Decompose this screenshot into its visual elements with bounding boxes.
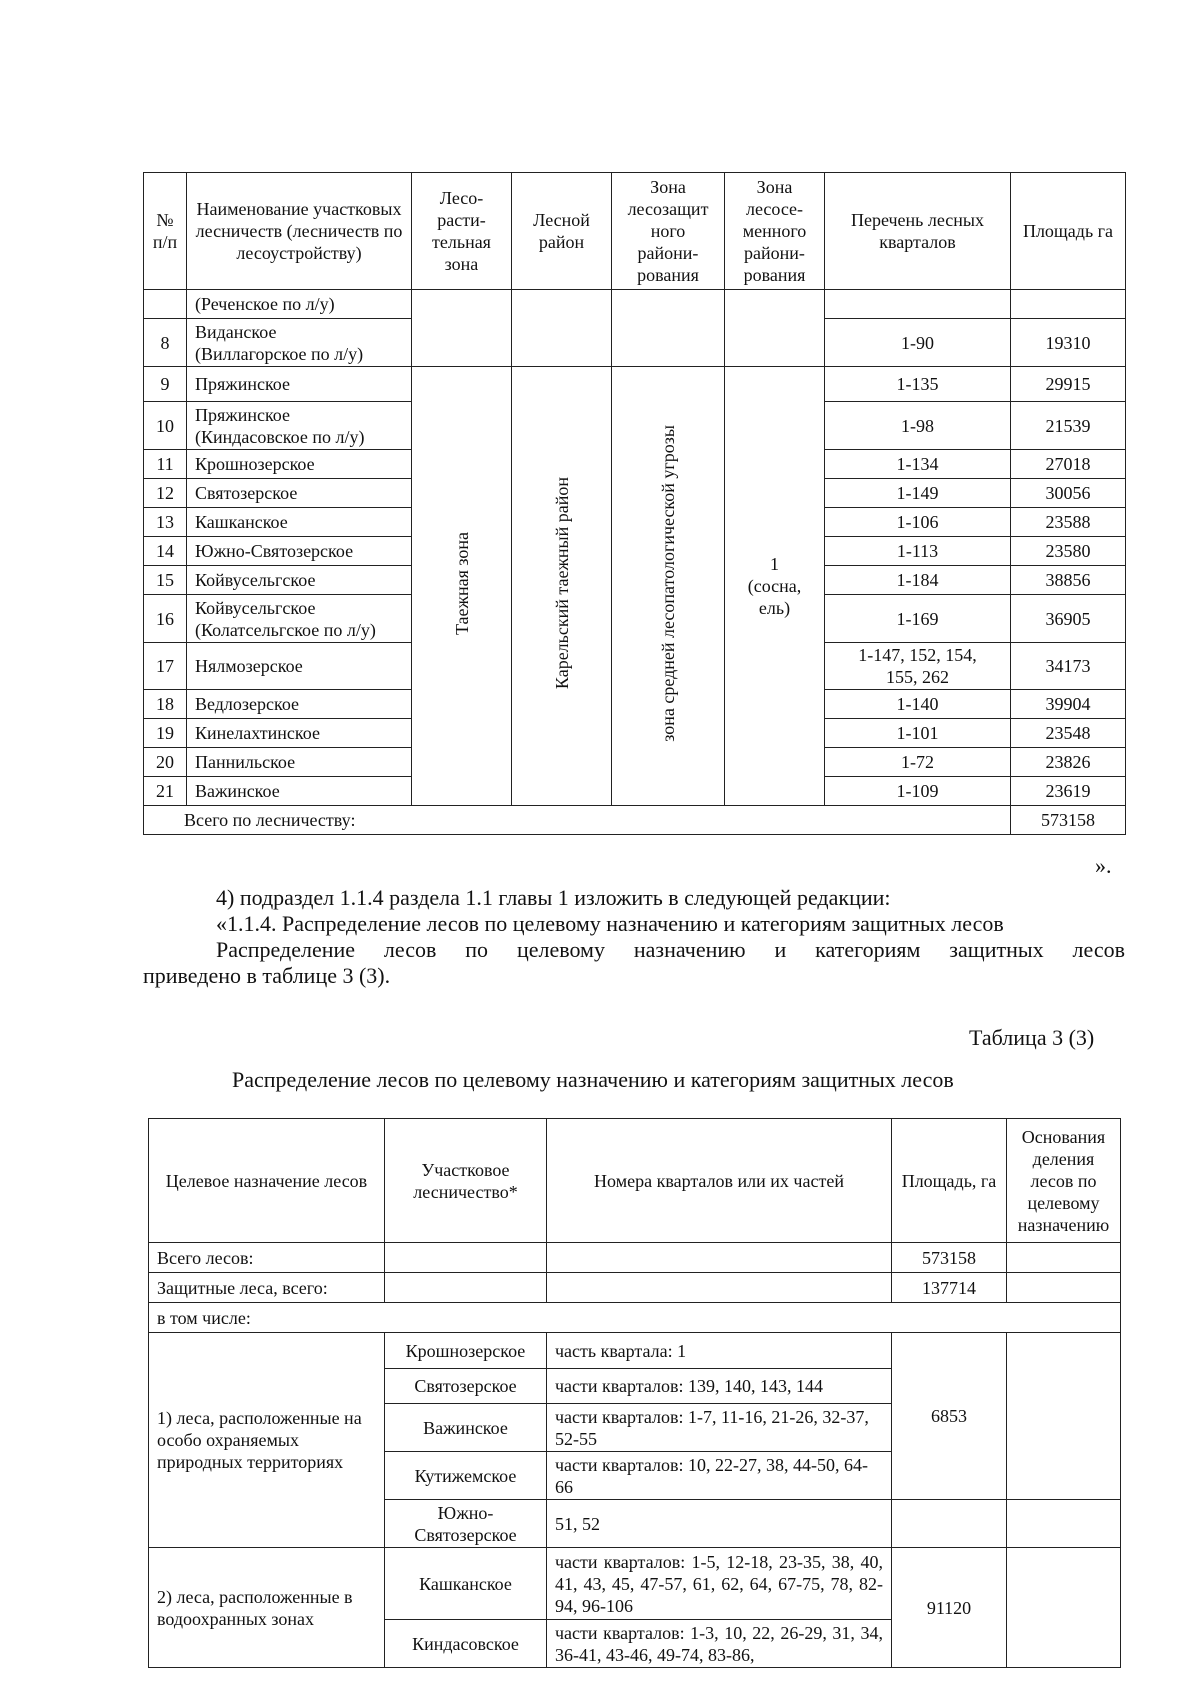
header-area: Площадь га: [1011, 173, 1126, 290]
table-cell: [1007, 1273, 1121, 1303]
group2-label: 2) леса, расположенные в водоохранных зонах: [149, 1548, 385, 1668]
section-heading: «1.1.4. Распределение лесов по целевому назначению и категориям защитных лесов: [216, 911, 1004, 936]
closing-quote: ».: [1095, 853, 1112, 878]
table-cell: [144, 290, 187, 319]
row-num: 8: [144, 319, 187, 367]
total-forests-area: 573158: [892, 1243, 1007, 1273]
quarters-list: части кварталов: 1-5, 12-18, 23-35, 38, 40, 41, 43, 45, 47-57, 61, 62, 64, 67-75, 78, 82-94, 96-106: [547, 1548, 892, 1620]
protection-zone-text: зона средней лесопатологической угрозы: [658, 425, 678, 742]
table-cell: [547, 1243, 892, 1273]
row-num: 15: [144, 566, 187, 595]
table-cell: [547, 1273, 892, 1303]
row-name: Нялмозерское: [187, 643, 412, 690]
table-cell: [612, 290, 725, 367]
row-num: 10: [144, 402, 187, 450]
header-num: № п/п: [144, 173, 187, 290]
row-name: Крошнозерское: [187, 450, 412, 479]
header-district: Участковое лесничество*: [385, 1119, 547, 1243]
forest-region-text: Карельский таежный район: [551, 477, 572, 690]
header-area: Площадь, га: [892, 1119, 1007, 1243]
district-name: Святозерское: [385, 1369, 547, 1404]
row-area: 38856: [1011, 566, 1126, 595]
district-name: Важинское: [385, 1404, 547, 1452]
header-purpose: Целевое назначение лесов: [149, 1119, 385, 1243]
row-quarters: 1-169: [825, 595, 1011, 643]
table-label: Таблица 3 (3): [969, 1025, 1095, 1050]
row-name: Пряжинское: [187, 367, 412, 402]
row-quarters: 1-113: [825, 537, 1011, 566]
quarters-list: части кварталов: 1-7, 11-16, 21-26, 32-37, 52-55: [547, 1404, 892, 1452]
forest-region-cell: [512, 367, 612, 806]
quarters-list: 51, 52: [547, 1500, 892, 1548]
row-area: 23580: [1011, 537, 1126, 566]
row-num: 19: [144, 719, 187, 748]
row-area: 21539: [1011, 402, 1126, 450]
table-cell: [1007, 1243, 1121, 1273]
total-forests-label: Всего лесов:: [149, 1243, 385, 1273]
row-num: 14: [144, 537, 187, 566]
group1-area: 6853: [892, 1333, 1007, 1500]
row-num: 11: [144, 450, 187, 479]
total-area: 573158: [1011, 806, 1126, 835]
row-quarters: 1-184: [825, 566, 1011, 595]
row-quarters: 1-149: [825, 479, 1011, 508]
row-num: 12: [144, 479, 187, 508]
row-num: 21: [144, 777, 187, 806]
row-name: Койвусельгское (Колатсельгское по л/у): [187, 595, 412, 643]
seed-zone-cell: 1 (сосна, ель): [725, 367, 825, 806]
row-name: Кинелахтинское: [187, 719, 412, 748]
header-basis: Основания деления лесов по целевому назначению: [1007, 1119, 1121, 1243]
including-label: в том числе:: [149, 1303, 1121, 1333]
protective-label: Защитные леса, всего:: [149, 1273, 385, 1303]
table-title: Распределение лесов по целевому назначению и категориям защитных лесов: [232, 1067, 954, 1092]
header-forest-zone: Лесо- расти- тельная зона: [412, 173, 512, 290]
table-cell: [1011, 290, 1126, 319]
table-cell: [892, 1500, 1007, 1548]
quarters-list: часть квартала: 1: [547, 1333, 892, 1369]
row-quarters: 1-134: [825, 450, 1011, 479]
row-area: 34173: [1011, 643, 1126, 690]
row-quarters: 1-140: [825, 690, 1011, 719]
header-quarters: Номера кварталов или их частей: [547, 1119, 892, 1243]
table-cell: [825, 290, 1011, 319]
group1-label: 1) леса, расположенные на особо охраняемых природных территориях: [149, 1333, 385, 1548]
row-area: 27018: [1011, 450, 1126, 479]
district-name: Южно-Святозерское: [385, 1500, 547, 1548]
table-cell: [725, 290, 825, 367]
table-cell: [1007, 1333, 1121, 1500]
row-name: Пряжинское (Киндасовское по л/у): [187, 402, 412, 450]
header-seed-zone: Зона лесосе- менного райони- рования: [725, 173, 825, 290]
district-name: Крошнозерское: [385, 1333, 547, 1369]
header-quarters: Перечень лесных кварталов: [825, 173, 1011, 290]
table-cell: [385, 1243, 547, 1273]
row-area: 23619: [1011, 777, 1126, 806]
row-quarters: 1-135: [825, 367, 1011, 402]
table-cell: [1007, 1500, 1121, 1548]
row-num: 16: [144, 595, 187, 643]
row-area: 30056: [1011, 479, 1126, 508]
row-area: 36905: [1011, 595, 1126, 643]
row-area: 29915: [1011, 367, 1126, 402]
row-quarters: 1-147, 152, 154, 155, 262: [825, 643, 1011, 690]
protection-zone-cell: [612, 367, 725, 806]
continuation-name: (Реченское по л/у): [187, 290, 412, 319]
row-num: 18: [144, 690, 187, 719]
row-name: Виданское (Виллагорское по л/у): [187, 319, 412, 367]
district-name: Кашканское: [385, 1548, 547, 1620]
paragraph-line-1: Распределение лесов по целевому назначению и категориям защитных лесов: [216, 937, 1125, 962]
district-name: Киндасовское: [385, 1620, 547, 1668]
row-name: Кашканское: [187, 508, 412, 537]
forest-zone-text: Таежная зона: [451, 532, 472, 635]
row-quarters: 1-101: [825, 719, 1011, 748]
row-name: Ведлозерское: [187, 690, 412, 719]
row-area: 23588: [1011, 508, 1126, 537]
row-area: 19310: [1011, 319, 1126, 367]
forest-purpose-table: [148, 1118, 1121, 1668]
table-cell: [412, 290, 512, 367]
forest-districts-table: [143, 172, 1126, 835]
row-name: Паннильское: [187, 748, 412, 777]
paragraph-line-2: приведено в таблице 3 (3).: [143, 963, 391, 988]
row-num: 17: [144, 643, 187, 690]
protective-area: 137714: [892, 1273, 1007, 1303]
header-forest-region: Лесной район: [512, 173, 612, 290]
row-name: Святозерское: [187, 479, 412, 508]
row-area: 23826: [1011, 748, 1126, 777]
table-cell: [512, 290, 612, 367]
table-cell: [385, 1273, 547, 1303]
total-label: Всего по лесничеству:: [144, 806, 1011, 835]
row-name: Важинское: [187, 777, 412, 806]
row-quarters: 1-109: [825, 777, 1011, 806]
item-4-text: 4) подраздел 1.1.4 раздела 1.1 главы 1 изложить в следующей редакции:: [216, 885, 891, 910]
row-quarters: 1-90: [825, 319, 1011, 367]
row-quarters: 1-106: [825, 508, 1011, 537]
quarters-list: части кварталов: 10, 22-27, 38, 44-50, 64-66: [547, 1452, 892, 1500]
row-num: 13: [144, 508, 187, 537]
quarters-list: части кварталов: 1-3, 10, 22, 26-29, 31, 34, 36-41, 43-46, 49-74, 83-86,: [547, 1620, 892, 1668]
header-name: Наименование участковых лесничеств (лесничеств по лесоустройству): [187, 173, 412, 290]
row-quarters: 1-72: [825, 748, 1011, 777]
table-cell: [1007, 1548, 1121, 1668]
row-name: Южно-Святозерское: [187, 537, 412, 566]
row-area: 23548: [1011, 719, 1126, 748]
row-name: Койвусельгское: [187, 566, 412, 595]
row-num: 20: [144, 748, 187, 777]
group2-area: 91120: [892, 1548, 1007, 1668]
row-quarters: 1-98: [825, 402, 1011, 450]
row-num: 9: [144, 367, 187, 402]
row-area: 39904: [1011, 690, 1126, 719]
quarters-list: части кварталов: 139, 140, 143, 144: [547, 1369, 892, 1404]
district-name: Кутижемское: [385, 1452, 547, 1500]
header-protection-zone: Зона лесозащит ного райони- рования: [612, 173, 725, 290]
forest-zone-cell: [412, 367, 512, 806]
